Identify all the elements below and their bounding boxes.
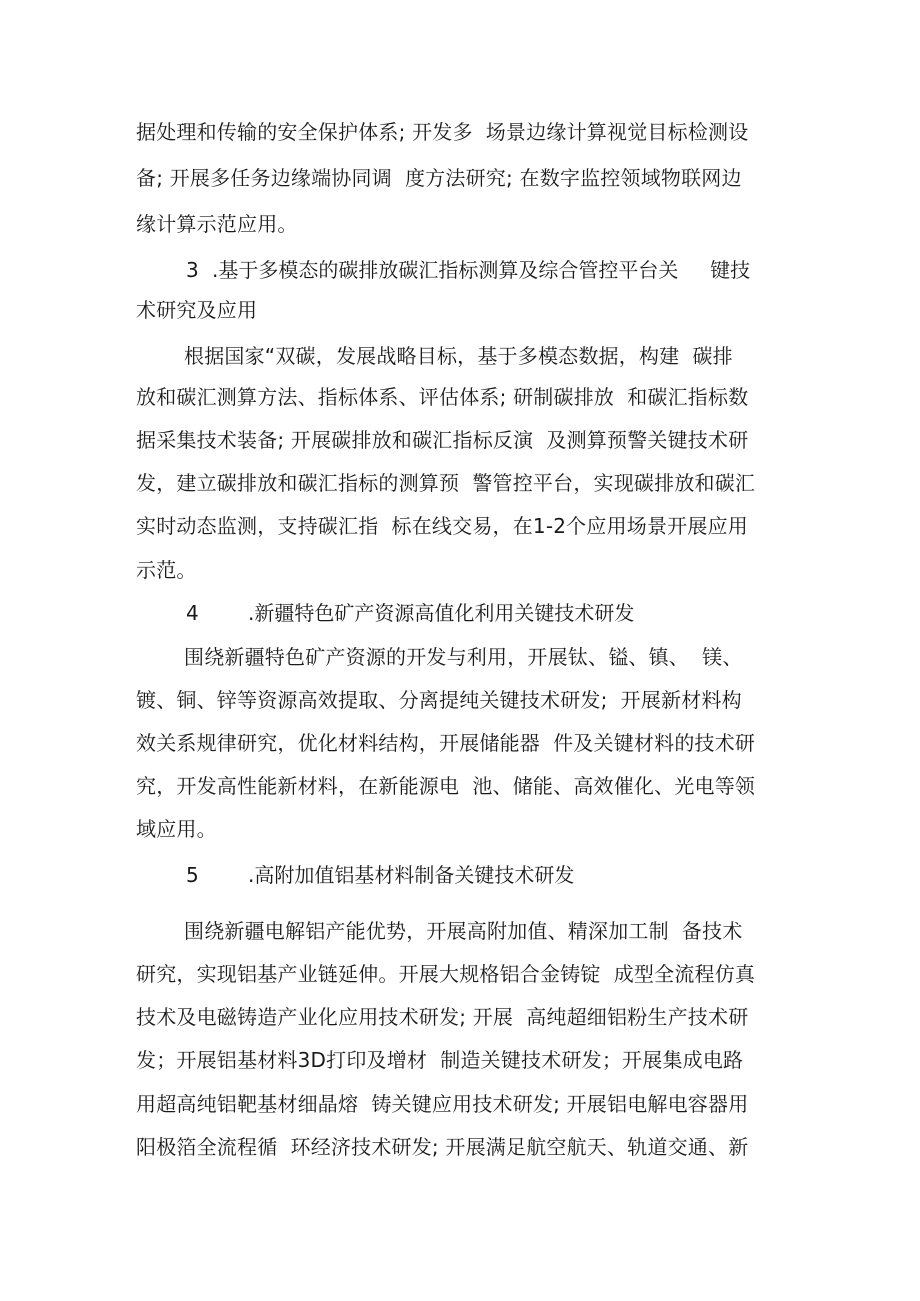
section-heading: .高附加值铝基材料制备关键技术研发 bbox=[248, 863, 575, 887]
text-line: 效关系规律研究，优化材料结构，开展储能器 件及关键材料的技术研 bbox=[136, 731, 756, 755]
section-heading: .基于多模态的碳排放碳汇指标测算及综合管控平台关 键技 bbox=[212, 258, 751, 282]
text-line: 据采集技术装备; 开展碳排放和碳汇指标反演 及测算预警关键技术研 bbox=[136, 428, 749, 452]
text-line: 用超高纯铝靶基材细晶熔 铸关键应用技术研发; 开展铝电解电容器用 bbox=[136, 1092, 749, 1116]
text-line: 技术及电磁铸造产业化应用技术研发; 开展 高纯超细铝粉生产技术研 bbox=[136, 1005, 749, 1029]
text-line: 放和碳汇测算方法、指标体系、评估体系; 研制碳排放 和碳汇指标数 bbox=[136, 385, 749, 409]
text-line: 围绕新疆电解铝产能优势，开展高附加值、精深加工制 备技术 bbox=[184, 919, 743, 943]
section-number: 4 bbox=[186, 601, 199, 625]
section-heading-continued: 术研究及应用 bbox=[136, 298, 258, 322]
text-line: 围绕新疆特色矿产资源的开发与利用，开展钛、镒、镇、 镁、 bbox=[184, 645, 743, 669]
text-line: 镀、铜、锌等资源高效提取、分离提纯关键技术研发; 开展新材料构 bbox=[136, 688, 742, 712]
text-line: 发；开展铝基材料3D打印及增材 制造关键技术研发；开展集成电路 bbox=[136, 1048, 744, 1072]
section-number: 3 bbox=[186, 258, 199, 282]
section-number: 5 bbox=[186, 863, 199, 887]
text-line: 域应用。 bbox=[136, 817, 217, 841]
text-line: 根据国家“双碳，发展战略目标，基于多模态数据，构建 碳排 bbox=[184, 344, 733, 368]
text-line: 示范。 bbox=[136, 558, 197, 582]
text-line: 阳极箔全流程循 环经济技术研发; 开展满足航空航天、轨道交通、新 bbox=[136, 1135, 749, 1159]
text-line: 究，开发高性能新材料，在新能源电 池、储能、高效催化、光电等领 bbox=[136, 774, 756, 798]
text-line: 据处理和传输的安全保护体系; 开发多 场景边缘计算视觉目标检测设 bbox=[136, 120, 749, 144]
text-line: 发，建立碳排放和碳汇指标的测算预 警管控平台，实现碳排放和碳汇 bbox=[136, 471, 756, 495]
text-line: 研究，实现铝基产业链延伸。开展大规格铝合金铸锭 成型全流程仿真 bbox=[136, 962, 756, 986]
section-heading: .新疆特色矿产资源高值化利用关键技术研发 bbox=[248, 601, 635, 625]
text-line: 实时动态监测，支持碳汇指 标在线交易，在1-2个应用场景开展应用 bbox=[136, 514, 748, 538]
text-line: 备; 开展多任务边缘端协同调 度方法研究; 在数字监控领域物联网边 bbox=[136, 166, 742, 190]
text-line: 缘计算示范应用。 bbox=[136, 212, 298, 236]
